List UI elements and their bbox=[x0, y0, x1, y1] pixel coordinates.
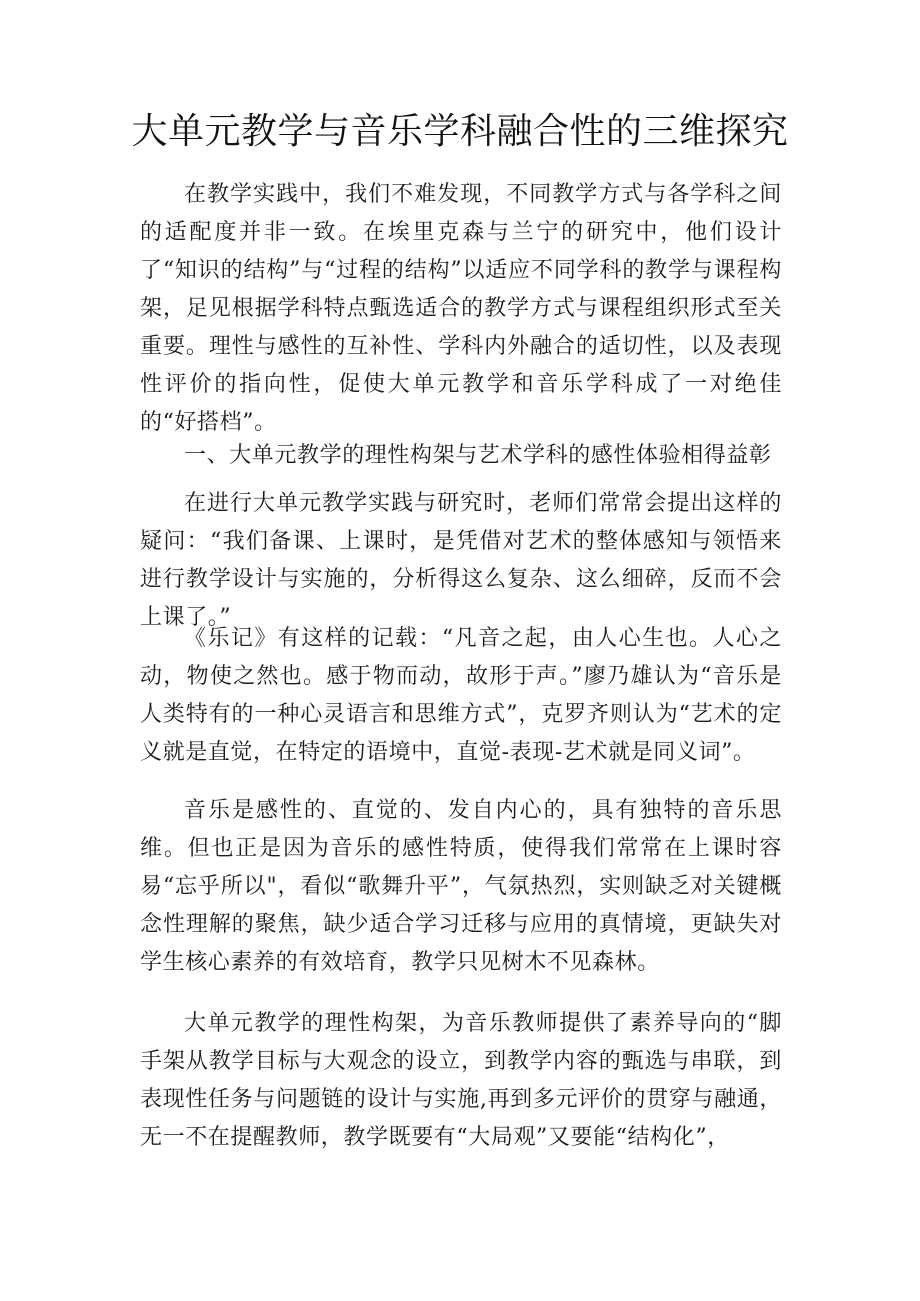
paragraph-intro: 在教学实践中，我们不难发现，不同教学方式与各学科之间的适配度并非一致。在埃里克森与兰宁的研究中，他们设计了“知识的结构”与“过程的结构”以适应不同学科的教学与课程构架，足见根据学科特点甄选适合的教学方式与课程组织形式至关重要。理性与感性的互补性、学科内外融合的适切性，以及表现性评价的指向性，促使大单元教学和音乐学科成了一对绝佳的“好搭档”。 bbox=[140, 182, 782, 435]
paragraph-music-perceptual: 音乐是感性的、直觉的、发自内心的，具有独特的音乐思维。但也正是因为音乐的感性特质，使得我们常常在上课时容易“忘乎所以"，看似“歌舞升平”，气氛热烈，实则缺乏对关键概念性理解的聚焦，缺少适合学习迁移与应用的真情境，更缺失对学生核心素养的有效培育，教学只见树木不见森林。 bbox=[140, 798, 782, 975]
section-heading-1: 一、大单元教学的理性构架与艺术学科的感性体验相得益彰 bbox=[184, 443, 772, 468]
document-title: 大单元教学与音乐学科融合性的三维探究 bbox=[131, 111, 789, 152]
paragraph-rational-framework: 大单元教学的理性构架，为音乐教师提供了素养导向的“脚手架从教学目标与大观念的设立，到教学内容的甄选与串联，到表现性任务与问题链的设计与实施,再到多元评价的贯穿与融通，无一不在提醒教师，教学既要有“大局观”又要能“结构化”， bbox=[140, 1011, 782, 1150]
paragraph-yueji-quote: 《乐记》有这样的记载：“凡音之起，由人心生也。人心之动，物使之然也。感于物而动，故形于声。”廖乃雄认为“音乐是人类特有的一种心灵语言和思维方式”，克罗齐则认为“艺术的定义就是直觉，在特定的语境中，直觉-表现-艺术就是同义词”。 bbox=[140, 626, 782, 765]
paragraph-teacher-question: 在进行大单元教学实践与研究时，老师们常常会提出这样的疑问：“我们备课、上课时，是凭借对艺术的整体感知与领悟来进行教学设计与实施的，分析得这么复杂、这么细碎，反而不会上课了。” bbox=[140, 491, 782, 630]
